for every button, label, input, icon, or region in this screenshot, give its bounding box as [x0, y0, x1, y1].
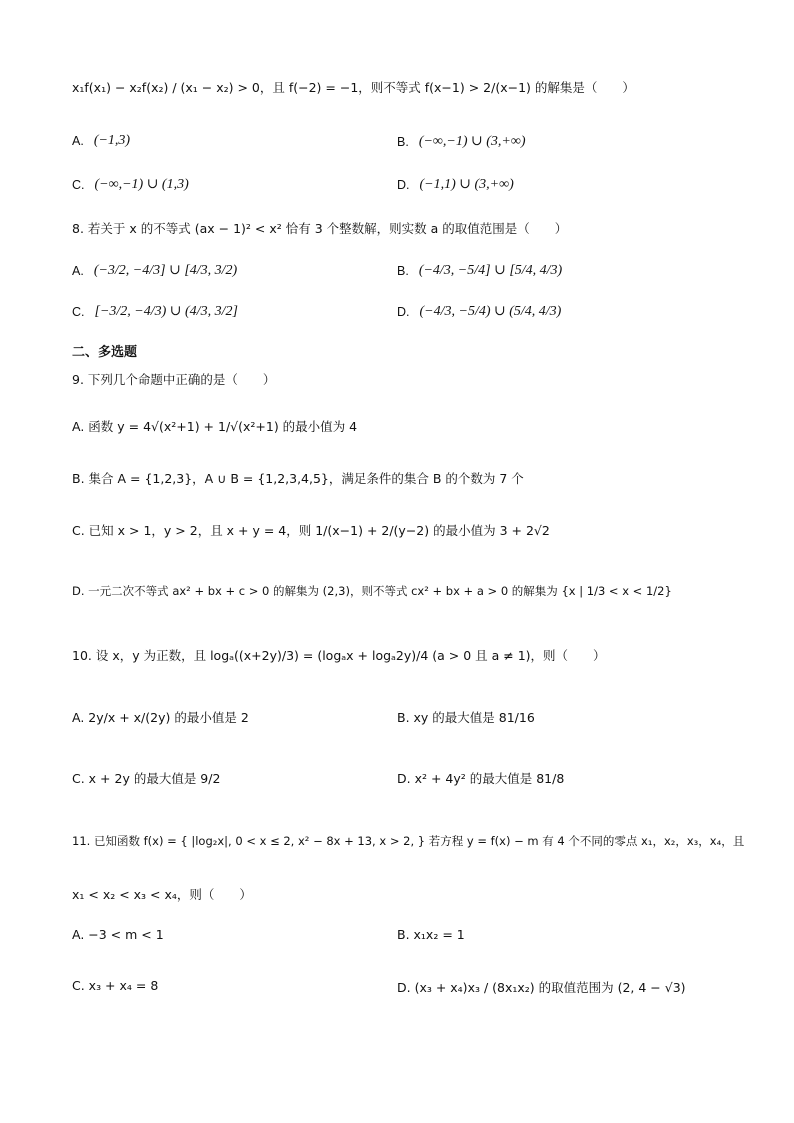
- q7-option-c[interactable]: [72, 176, 189, 193]
- q9-a-text: A. 函数 y = 4√(x²+1) + 1/√(x²+1) 的最小值为 4: [72, 419, 358, 434]
- section-title: 二、多选题: [72, 345, 138, 360]
- q11-stem-continued: [72, 885, 252, 903]
- q9-option-d[interactable]: [72, 583, 672, 599]
- q8-a-text: (−3/2, −4/3] ∪ [4/3, 3/2): [93, 263, 238, 278]
- q7-option-d[interactable]: [397, 176, 514, 193]
- q8-b-label: B.: [397, 263, 409, 278]
- q7-b-label: B.: [397, 134, 409, 149]
- q8-c-text: [−3/2, −4/3) ∪ (4/3, 3/2]: [94, 304, 238, 319]
- q10-stem-text: 10. 设 x，y 为正数，且 logₐ((x+2y)/3) = (logₐx + logₐ2y)/4 (a > 0 且 a ≠ 1)，则（ ）: [72, 648, 606, 663]
- q8-a-label: A.: [72, 263, 84, 278]
- q10-option-c[interactable]: [72, 769, 220, 787]
- q7-stem-text: x₁f(x₁) − x₂f(x₂) / (x₁ − x₂) > 0，且 f(−2) = −1，则不等式 f(x−1) > 2/(x−1) 的解集是（ ）: [72, 80, 635, 95]
- q10-option-b[interactable]: [397, 708, 535, 726]
- q7-option-b[interactable]: [397, 133, 526, 150]
- q8-b-text: (−4/3, −5/4] ∪ [5/4, 4/3): [418, 263, 563, 278]
- q8-option-a[interactable]: [72, 262, 237, 279]
- q10-d-text: D. x² + 4y² 的最大值是 81/8: [397, 771, 565, 786]
- q7-d-text: (−1,1) ∪ (3,+∞): [419, 177, 514, 192]
- q11-option-a[interactable]: [72, 927, 164, 942]
- q9-stem: [72, 370, 275, 388]
- q7-c-text: (−∞,−1) ∪ (1,3): [94, 177, 189, 192]
- q8-stem: [72, 219, 567, 237]
- q7-a-text: (−1,3): [93, 133, 131, 148]
- q11-stem: [72, 833, 744, 849]
- q8-option-b[interactable]: [397, 262, 562, 279]
- q7-stem: [72, 78, 635, 96]
- q11-c-text: C. x₃ + x₄ = 8: [72, 978, 159, 993]
- q8-d-label: D.: [397, 304, 410, 319]
- q11-option-c[interactable]: [72, 978, 158, 993]
- q7-d-label: D.: [397, 177, 410, 192]
- q9-c-text: C. 已知 x > 1，y > 2，且 x + y = 4，则 1/(x−1) + 2/(y−2) 的最小值为 3 + 2√2: [72, 523, 550, 538]
- q11-stem2-text: x₁ < x₂ < x₃ < x₄，则（ ）: [72, 887, 252, 902]
- q7-a-label: A.: [72, 134, 84, 148]
- q10-stem: [72, 646, 606, 664]
- q9-option-b[interactable]: [72, 469, 524, 487]
- q10-b-text: B. xy 的最大值是 81/16: [397, 710, 535, 725]
- q11-d-text: D. (x₃ + x₄)x₃ / (8x₁x₂) 的取值范围为 (2, 4 − √3): [397, 980, 686, 995]
- q8-d-text: (−4/3, −5/4) ∪ (5/4, 4/3): [419, 304, 562, 319]
- q10-a-text: A. 2y/x + x/(2y) 的最小值是 2: [72, 710, 249, 725]
- q8-option-c[interactable]: [72, 303, 238, 320]
- q11-b-text: B. x₁x₂ = 1: [397, 927, 465, 942]
- q8-stem-text: 8. 若关于 x 的不等式 (ax − 1)² < x² 恰有 3 个整数解，则实数 a 的取值范围是（ ）: [72, 221, 568, 236]
- q7-b-text: (−∞,−1) ∪ (3,+∞): [418, 134, 526, 149]
- q9-b-text: B. 集合 A = {1,2,3}，A ∪ B = {1,2,3,4,5}，满足条件的集合 B 的个数为 7 个: [72, 471, 524, 486]
- q10-option-a[interactable]: [72, 708, 249, 726]
- q8-option-d[interactable]: [397, 303, 561, 320]
- q9-option-a[interactable]: [72, 417, 357, 435]
- q7-option-a[interactable]: [72, 133, 130, 149]
- q9-stem-text: 9. 下列几个命题中正确的是（ ）: [72, 372, 276, 387]
- q9-option-c[interactable]: [72, 521, 550, 539]
- q8-c-label: C.: [72, 304, 85, 319]
- q10-option-d[interactable]: [397, 769, 564, 787]
- q10-c-text: C. x + 2y 的最大值是 9/2: [72, 771, 221, 786]
- q9-d-text: D. 一元二次不等式 ax² + bx + c > 0 的解集为 (2,3)，则不等式 cx² + bx + a > 0 的解集为 {x | 1/3 < x < 1/2}: [72, 584, 672, 598]
- q7-c-label: C.: [72, 177, 85, 192]
- q11-a-text: A. −3 < m < 1: [72, 927, 164, 942]
- q11-option-b[interactable]: [397, 927, 465, 942]
- q11-option-d[interactable]: [397, 978, 686, 996]
- q11-stem-text: 11. 已知函数 f(x) = { |log₂x|, 0 < x ≤ 2, x² − 8x + 13, x > 2, } 若方程 y = f(x) − m 有 4 个不同的零点 x₁，x₂，x₃，x₄，且: [72, 834, 745, 848]
